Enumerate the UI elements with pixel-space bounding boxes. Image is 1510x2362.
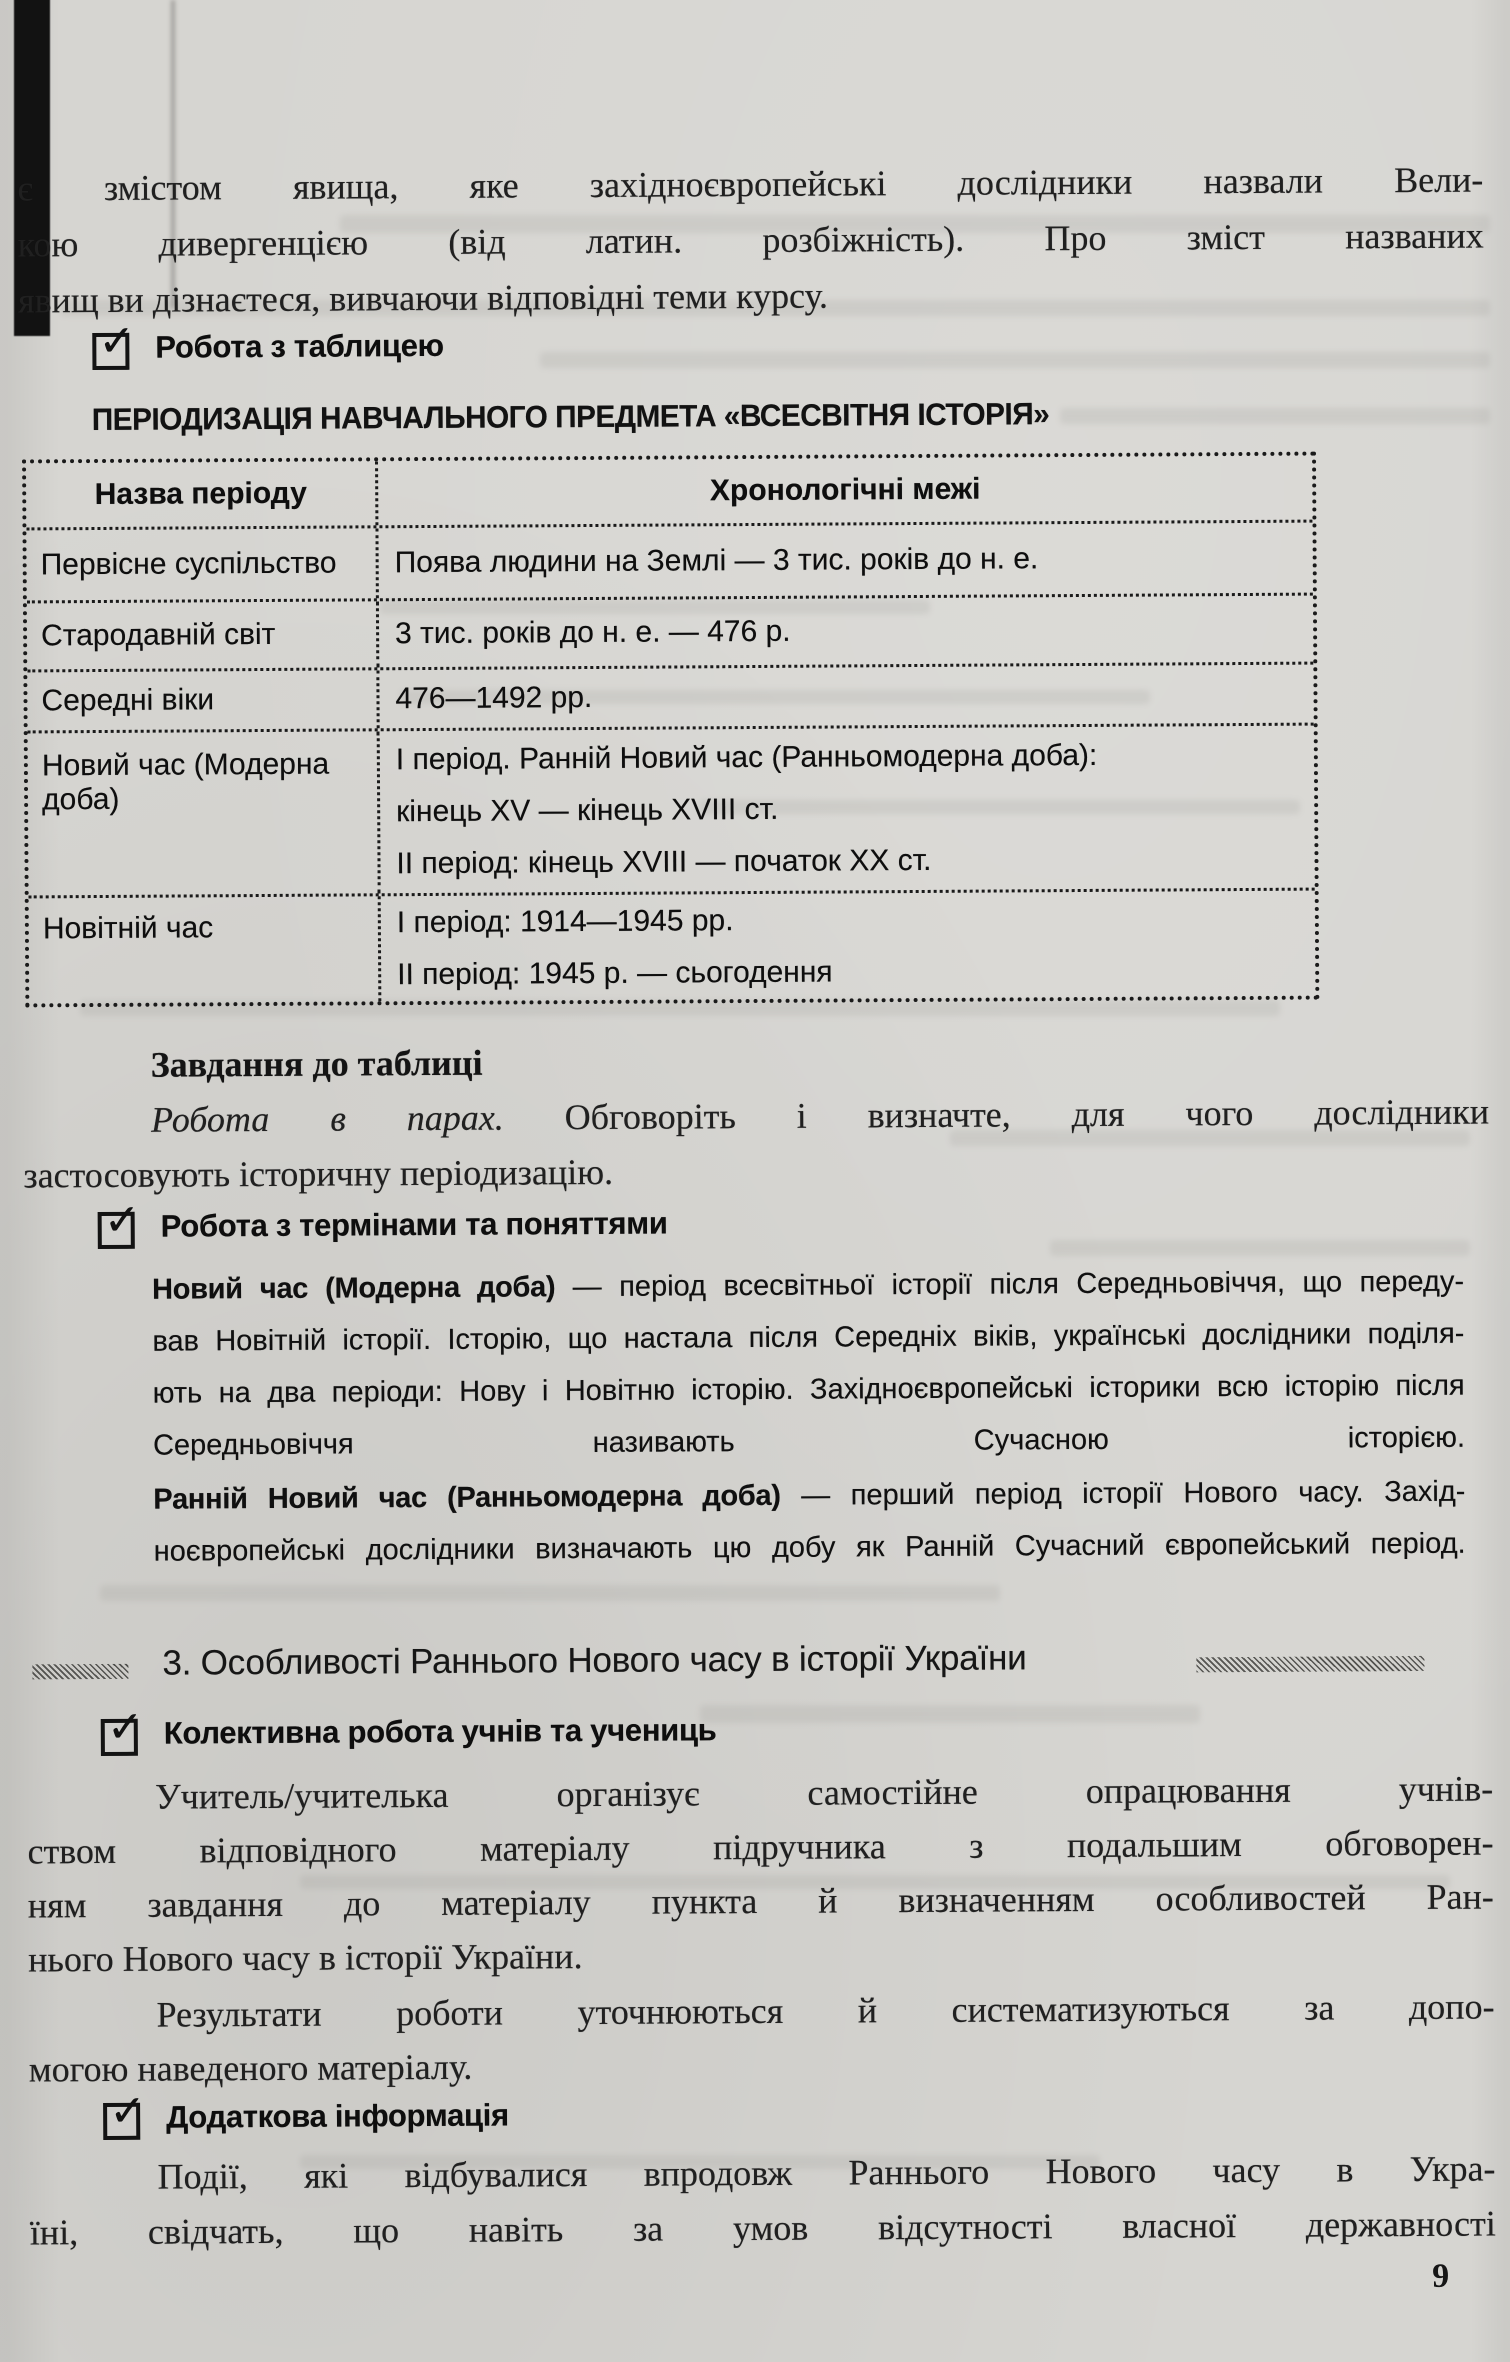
definition-line	[153, 1474, 1465, 1518]
period-range-line: кінець XV — кінець XVIII ст.	[396, 792, 779, 829]
heading-terms	[98, 1194, 668, 1249]
period-range: 476—1492 рр.	[395, 680, 593, 716]
body-line: Учитель/учителька організує самостійне опрацювання учнів-	[155, 1768, 1494, 1817]
heading-label: Робота з таблицею	[155, 327, 444, 365]
definition-line: ють на два періоди: Нову і Новітню історію. Західноєвропейські історики всю історію після	[152, 1369, 1465, 1410]
definition-line: Середньовіччя називають Сучасною історією.	[152, 1421, 1466, 1462]
intro-line: є змістом явища, яке західноєвропейські дослідники назвали Вели-	[17, 159, 1484, 209]
check-mark-glyph: ✓	[103, 1194, 141, 1246]
table-row	[26, 520, 1312, 601]
definition-text: — перший період історії Нового часу. Захід-	[780, 1475, 1466, 1512]
intro-line: явищ ви дізнаєтеся, вивчаючи відповідні теми курсу.	[17, 275, 829, 321]
task-line-rest: Обговоріть і визначте, для чого дослідники	[503, 1091, 1490, 1138]
check-mark-glyph: ✓	[108, 2085, 147, 2137]
period-range-line: ІІ період: 1945 р. — сьогодення	[397, 955, 833, 991]
body-line: ням завдання до матеріалу пункта й визначенням особливостей Ран-	[27, 1876, 1494, 1926]
section-rule-left	[32, 1664, 128, 1680]
table-title: ПЕРІОДИЗАЦІЯ НАВЧАЛЬНОГО ПРЕДМЕТА «ВСЕСВІТНЯ ІСТОРІЯ»	[91, 396, 1050, 438]
body-line: ством відповідного матеріалу підручника з подальшим обговорен-	[27, 1822, 1494, 1872]
period-range: 3 тис. років до н. е. — 476 р.	[394, 614, 791, 651]
heading-work-with-table	[92, 315, 444, 370]
period-name: Середні віки	[41, 683, 215, 718]
checkbox-checked-icon	[101, 1701, 144, 1756]
checkbox-checked-icon	[92, 315, 136, 370]
task-line: застосовують історичну періодизацію.	[23, 1151, 614, 1196]
periodization-table	[22, 452, 1319, 1008]
task-line	[151, 1091, 1489, 1142]
column-header-range: Хронологічні межі	[709, 472, 981, 508]
table-row	[27, 593, 1313, 670]
period-name: Новітній час	[42, 911, 214, 946]
period-name: Стародавній світ	[40, 617, 276, 653]
section3-heading: 3. Особливості Раннього Нового часу в історії України	[162, 1638, 1027, 1683]
definition-line: вав Новітній історії. Історію, що настала після Середніх віків, українські дослідники поділя-	[152, 1317, 1465, 1358]
table-row	[28, 723, 1315, 896]
definition-term: Ранній Новий час (Ранньомодерна доба)	[153, 1479, 781, 1516]
period-name: Новий час (Модерна доба)	[41, 747, 330, 817]
check-mark-glyph: ✓	[98, 315, 136, 367]
heading-label: Колективна робота учнів та учениць	[163, 1712, 717, 1751]
definition-line: ноєвропейські дослідники визначають цю добу як Ранній Сучасний європейський період.	[153, 1527, 1466, 1568]
heading-extra-info	[103, 2085, 509, 2140]
period-range-line: І період: 1914—1945 рр.	[396, 903, 734, 939]
table-task-heading: Завдання до таблиці	[150, 1042, 483, 1085]
heading-label: Додаткова інформація	[166, 2097, 509, 2135]
checkbox-checked-icon	[98, 1194, 141, 1249]
checkbox-checked-icon	[103, 2085, 147, 2140]
body-line: могою наведеного матеріалу.	[28, 2046, 473, 2090]
heading-collective	[101, 1701, 717, 1756]
body-line: Події, які відбувалися впродовж Раннього Нового часу в Укра-	[157, 2148, 1496, 2197]
intro-line: кою дивергенцією (від латин. розбіжність). Про зміст названих	[17, 215, 1484, 265]
body-line: нього Нового часу в історії України.	[28, 1936, 583, 1980]
body-line: Результати роботи уточнюються й систематизуються за допо-	[156, 1986, 1495, 2035]
definition-text: — період всесвітньої історії після Середньовіччя, що переду-	[555, 1265, 1465, 1304]
section-rule-right	[1196, 1656, 1424, 1672]
definition-line	[152, 1264, 1464, 1308]
period-range: Поява людини на Землі — 3 тис. років до н. е.	[394, 542, 1039, 580]
table-row	[27, 662, 1313, 731]
page-number: 9	[1432, 2257, 1450, 2295]
body-line: їні, свідчать, що навіть за умов відсутності власної державності	[29, 2203, 1496, 2253]
period-range-line: ІІ період: кінець XVIII — початок XX ст.	[396, 843, 932, 881]
check-mark-glyph: ✓	[106, 1701, 144, 1753]
definition-term: Новий час (Модерна доба)	[151, 1271, 556, 1306]
period-name: Первісне суспільство	[40, 546, 337, 582]
task-lead-italic: Робота в парах.	[150, 1097, 504, 1140]
period-range-line: І період. Ранній Новий час (Ранньомодерна доба):	[395, 738, 1098, 777]
table-header-row	[26, 456, 1312, 528]
column-header-period: Назва періоду	[94, 476, 307, 512]
table-row	[29, 888, 1316, 1004]
heading-label: Робота з термінами та поняттями	[160, 1205, 668, 1244]
